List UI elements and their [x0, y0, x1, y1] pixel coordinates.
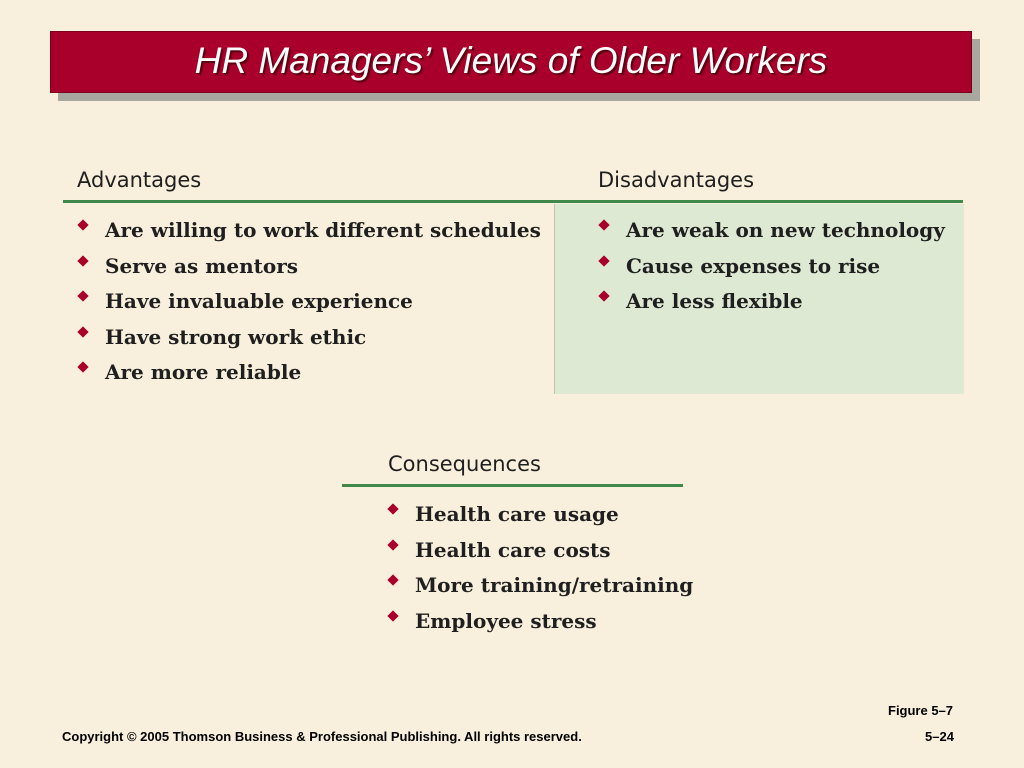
list-item-label: Health care usage	[415, 502, 619, 526]
list-item	[387, 502, 693, 538]
list-item-label: More training/retraining	[415, 573, 694, 597]
slide-title: HR Managers’ Views of Older Workers	[194, 40, 828, 81]
advantages-heading: Advantages	[77, 168, 202, 192]
list-item-label: Employee stress	[415, 608, 597, 633]
diamond-bullet-icon	[387, 610, 398, 621]
diamond-bullet-icon	[598, 290, 609, 301]
list-item-label: Are more reliable	[105, 360, 302, 384]
list-item	[77, 289, 541, 325]
list-item	[77, 254, 541, 290]
disadvantages-list	[598, 218, 945, 325]
diamond-bullet-icon	[77, 326, 88, 337]
diamond-bullet-icon	[598, 219, 609, 230]
disadvantages-heading: Disadvantages	[598, 168, 755, 192]
diamond-bullet-icon	[77, 219, 88, 230]
list-item	[598, 218, 945, 254]
list-item-label: Are less flexible	[626, 289, 803, 313]
list-item-label: Serve as mentors	[105, 253, 298, 278]
consequences-rule	[342, 484, 683, 487]
list-item	[77, 218, 541, 254]
title-bar	[50, 31, 972, 93]
advantages-list	[77, 218, 541, 396]
diamond-bullet-icon	[77, 361, 88, 372]
consequences-list	[387, 502, 693, 644]
list-item	[77, 360, 541, 396]
list-item-label: Cause expenses to rise	[626, 253, 881, 278]
copyright-notice: Copyright © 2005 Thomson Business & Professional Publishing. All rights reserved.	[62, 729, 582, 744]
table-header-rule	[63, 200, 963, 203]
list-item	[387, 538, 693, 574]
list-item	[598, 254, 945, 290]
list-item-label: Have invaluable experience	[105, 289, 413, 313]
diamond-bullet-icon	[387, 574, 398, 585]
list-item	[77, 325, 541, 361]
list-item-label: Health care costs	[415, 537, 611, 562]
page-number: 5–24	[925, 729, 954, 744]
diamond-bullet-icon	[77, 290, 88, 301]
list-item-label: Are willing to work different schedules	[105, 218, 541, 242]
list-item-label: Are weak on new technology	[626, 218, 945, 242]
diamond-bullet-icon	[387, 539, 398, 550]
list-item	[387, 573, 693, 609]
diamond-bullet-icon	[598, 255, 609, 266]
diamond-bullet-icon	[77, 255, 88, 266]
list-item	[387, 609, 693, 645]
figure-label: Figure 5–7	[888, 703, 954, 718]
consequences-heading: Consequences	[388, 452, 541, 476]
list-item	[598, 289, 945, 325]
list-item-label: Have strong work ethic	[105, 324, 367, 349]
diamond-bullet-icon	[387, 503, 398, 514]
